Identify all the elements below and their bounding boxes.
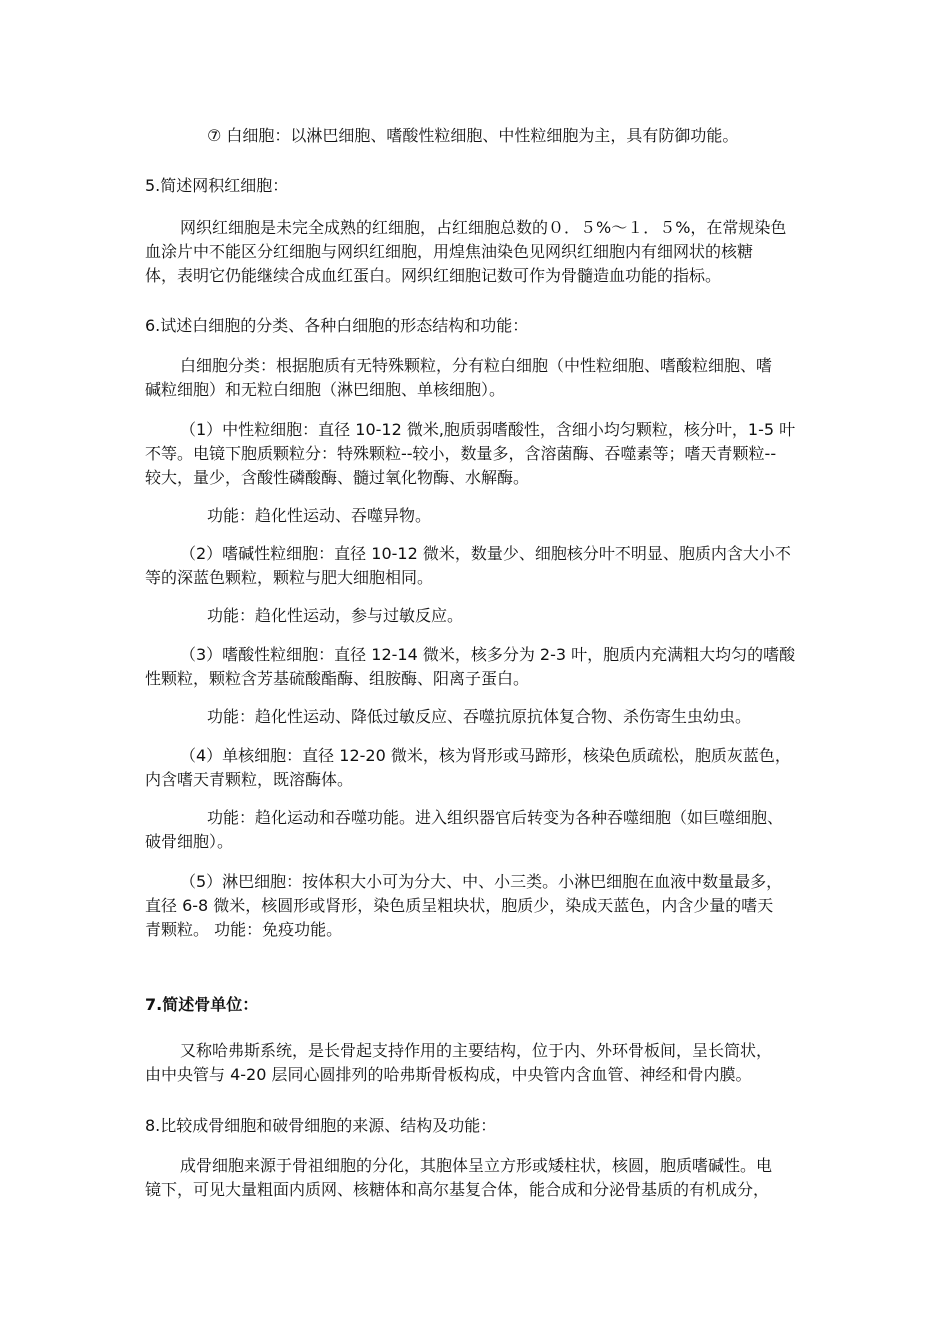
text-line: 等的深蓝色颗粒，颗粒与肥大细胞相同。 — [145, 568, 434, 587]
text-line: （5）淋巴细胞：按体积大小可为分大、中、小三类。小淋巴细胞在血液中数量最多， — [180, 872, 783, 891]
section-heading: 6.试述白细胞的分类、各种白细胞的形态结构和功能： — [145, 316, 529, 335]
text-line: 功能：趋化性运动，参与过敏反应。 — [207, 606, 464, 625]
text-line: （2）嗜碱性粒细胞：直径 10-12 微米，数量少、细胞核分叶不明显、胞质内含大小不 — [180, 544, 791, 563]
text-line: 破骨细胞）。 — [145, 832, 234, 851]
text-line: 成骨细胞来源于骨祖细胞的分化，其胞体呈立方形或矮柱状，核圆，胞质嗜碱性。电 — [180, 1156, 773, 1175]
text-line: 不等。电镜下胞质颗粒分：特殊颗粒--较小，数量多，含溶菌酶、吞噬素等；嗜天青颗粒-- — [145, 444, 777, 463]
text-line: 青颗粒。 功能：免疫功能。 — [145, 920, 343, 939]
text-line: 网织红细胞是未完全成熟的红细胞，占红细胞总数的０．５%～１．５%，在常规染色 — [180, 218, 787, 237]
text-line: 直径 6-8 微米，核圆形或肾形，染色质呈粗块状，胞质少，染成天蓝色，内含少量的嗜天 — [145, 896, 774, 915]
text-line: 功能：趋化性运动、降低过敏反应、吞噬抗原抗体复合物、杀伤寄生虫幼虫。 — [207, 707, 752, 726]
section-heading: 8.比较成骨细胞和破骨细胞的来源、结构及功能： — [145, 1116, 497, 1135]
section-heading: 7.简述骨单位： — [145, 995, 259, 1014]
text-line: 血涂片中不能区分红细胞与网织红细胞，用煌焦油染色见网织红细胞内有细网状的核糖 — [145, 242, 754, 261]
text-line: 功能：趋化性运动、吞噬异物。 — [207, 506, 432, 525]
text-line: 碱粒细胞）和无粒白细胞（淋巴细胞、单核细胞）。 — [145, 380, 506, 399]
text-line: 功能：趋化运动和吞噬功能。进入组织器官后转变为各种吞噬细胞（如巨噬细胞、 — [207, 808, 784, 827]
text-line: 体，表明它仍能继续合成血红蛋白。网织红细胞记数可作为骨髓造血功能的指标。 — [145, 266, 722, 285]
text-line: 镜下，可见大量粗面内质网、核糖体和高尔基复合体，能合成和分泌骨基质的有机成分， — [145, 1180, 770, 1199]
text-line: 性颗粒，颗粒含芳基硫酸酯酶、组胺酶、阳离子蛋白。 — [145, 669, 530, 688]
section-heading: 5.简述网积红细胞： — [145, 176, 289, 195]
text-line: ⑦ 白细胞：以淋巴细胞、嗜酸性粒细胞、中性粒细胞为主，具有防御功能。 — [207, 126, 739, 145]
text-line: 白细胞分类：根据胞质有无特殊颗粒，分有粒白细胞（中性粒细胞、嗜酸粒细胞、嗜 — [180, 356, 773, 375]
text-line: 内含嗜天青颗粒，既溶酶体。 — [145, 770, 354, 789]
text-line: （1）中性粒细胞：直径 10-12 微米,胞质弱嗜酸性，含细小均匀颗粒，核分叶，1-5 叶 — [180, 420, 796, 439]
text-line: 由中央管与 4-20 层同心圆排列的哈弗斯骨板构成，中央管内含血管、神经和骨内膜。 — [145, 1065, 752, 1084]
text-line: 较大，量少，含酸性磷酸酶、髓过氧化物酶、水解酶。 — [145, 468, 530, 487]
text-line: （4）单核细胞：直径 12-20 微米，核为肾形或马蹄形，核染色质疏松，胞质灰蓝色， — [180, 746, 791, 765]
text-line: （3）嗜酸性粒细胞：直径 12-14 微米，核多分为 2-3 叶，胞质内充满粗大均匀的嗜酸 — [180, 645, 796, 664]
text-line: 又称哈弗斯系统，是长骨起支持作用的主要结构，位于内、外环骨板间，呈长筒状， — [180, 1041, 773, 1060]
